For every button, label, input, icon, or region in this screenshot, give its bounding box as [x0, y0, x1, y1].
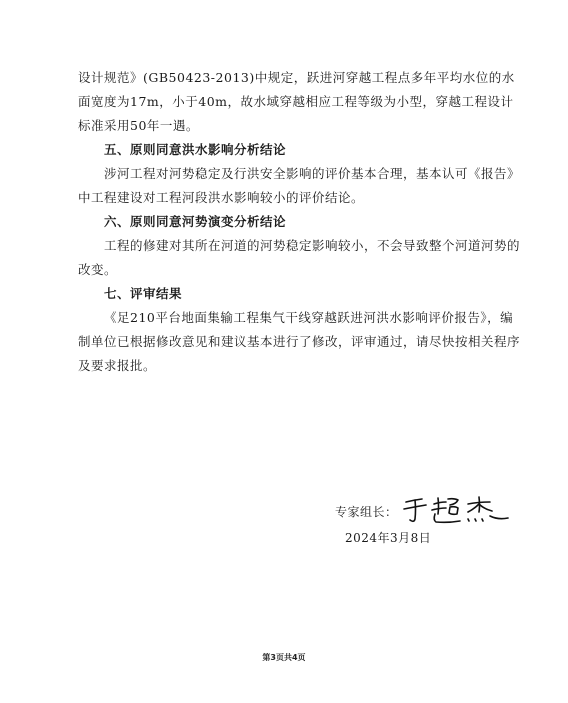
section-body-review-result: 《足210平台地面集输工程集气干线穿越跃进河洪水影响评价报告》，编制单位已根据修改意见和建议基本进行了修改，评审通过，请尽快按相关程序及要求报批。: [78, 310, 521, 373]
signature-block: [335, 498, 512, 545]
section-heading-flood-impact: 五、原则同意洪水影响分析结论: [104, 142, 287, 157]
section-heading-river-regime: 六、原则同意河势演变分析结论: [104, 214, 287, 229]
intro-paragraph: 设计规范》(GB50423-2013)中规定，跃进河穿越工程点多年平均水位的水面宽度为17m，小于40m，故水域穿越相应工程等级为小型，穿越工程设计标准采用50年一遇。: [78, 70, 515, 133]
page-number-footer: 第3页共4页: [262, 653, 306, 662]
section-heading-review-result: 七、评审结果: [104, 286, 183, 301]
section-body-river-regime: 工程的修建对其所在河道的河势稳定影响较小，不会导致整个河道河势的改变。: [78, 238, 521, 277]
signature-row: [335, 498, 512, 526]
section-body-flood-impact: 涉河工程对河势稳定及行洪安全影响的评价基本合理，基本认可《报告》中工程建设对工程河段洪水影响较小的评价结论。: [78, 166, 521, 205]
document-body: [78, 66, 520, 378]
handwritten-signature: [402, 492, 512, 526]
signature-date: 2024年3月8日: [345, 531, 432, 545]
signature-label: 专家组长：: [335, 505, 398, 519]
